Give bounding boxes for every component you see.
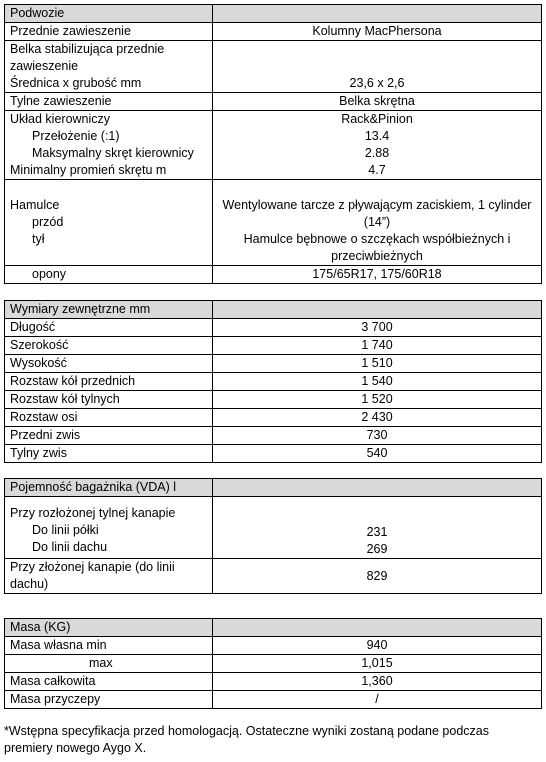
table-row <box>5 93 542 111</box>
table-header-row <box>5 479 542 497</box>
mass-table <box>4 618 542 709</box>
table-header-row <box>5 5 542 23</box>
boot-header: Pojemność bagażnika (VDA) l <box>5 479 213 497</box>
table-row <box>5 391 542 409</box>
row-label: Rozstaw osi <box>5 409 213 427</box>
table-header-row <box>5 301 542 319</box>
table-row <box>5 111 542 180</box>
row-label: Tylny zwis <box>5 445 213 463</box>
row-value: 2 430 <box>213 409 542 427</box>
row-label <box>5 266 213 284</box>
row-value <box>213 180 542 266</box>
ratio-label: Przełożenie (:1) <box>32 129 120 143</box>
row-label <box>5 111 213 180</box>
row-label: Masa własna min <box>5 637 213 655</box>
table-row <box>5 559 542 594</box>
to-roof-label: Do linii dachu <box>32 540 108 554</box>
row-label: Rozstaw kół tylnych <box>5 391 213 409</box>
min-radius-label: Minimalny promień skrętu m <box>10 163 167 177</box>
table-row <box>5 409 542 427</box>
row-label <box>5 655 213 673</box>
row-label: Przy złożonej kanapie (do linii dachu) <box>5 559 213 594</box>
to-shelf-value: 231 <box>366 525 388 539</box>
steering-label: Układ kierowniczy <box>10 112 111 126</box>
table-row <box>5 41 542 93</box>
row-value: 1 540 <box>213 373 542 391</box>
table-row <box>5 319 542 337</box>
row-label: Długość <box>5 319 213 337</box>
row-label: Tylne zawieszenie <box>5 93 213 111</box>
row-label: Wysokość <box>5 355 213 373</box>
row-value: 1,360 <box>213 673 542 691</box>
brakes-rear-value: Hamulce bębnowe o szczękach współbieżnych i przeciwbieżnych <box>243 232 511 263</box>
row-value: 829 <box>213 559 542 594</box>
table-row <box>5 655 542 673</box>
steering-value: Rack&Pinion <box>341 112 413 126</box>
footnote: *Wstępna specyfikacja przed homologacją. Ostateczne wyniki zostaną podane podczas premiery nowego Aygo X. <box>4 724 489 755</box>
max-turn-label: Maksymalny skręt kierownicy <box>32 146 194 160</box>
mass-header: Masa (KG) <box>5 619 213 637</box>
dimensions-header: Wymiary zewnętrzne mm <box>5 301 213 319</box>
row-value: 1,015 <box>213 655 542 673</box>
table-row <box>5 266 542 284</box>
dimensions-table <box>4 300 542 463</box>
to-shelf-label: Do linii półki <box>32 523 99 537</box>
table-row <box>5 180 542 266</box>
suspension-table <box>4 4 542 284</box>
ratio-value: 13.4 <box>364 129 390 143</box>
table-row <box>5 497 542 559</box>
table-row <box>5 445 542 463</box>
row-label <box>5 41 213 93</box>
max-turn-value: 2.88 <box>364 146 390 160</box>
row-label: Masa całkowita <box>5 673 213 691</box>
row-value: 175/65R17, 175/60R18 <box>213 266 542 284</box>
table-header-row <box>5 619 542 637</box>
row-label: Szerokość <box>5 337 213 355</box>
brakes-rear-label: tył <box>32 232 45 246</box>
table-row <box>5 427 542 445</box>
row-value: 940 <box>213 637 542 655</box>
row-value: Belka skrętna <box>213 93 542 111</box>
row-value: 23,6 x 2,6 <box>213 41 542 93</box>
brakes-front-value: Wentylowane tarcze z pływającym zaciskiem, 1 cylinder (14”) <box>222 198 532 229</box>
row-value: 3 700 <box>213 319 542 337</box>
row-value <box>213 497 542 559</box>
tyres-label: opony <box>32 267 67 281</box>
table-row <box>5 23 542 41</box>
table-row <box>5 355 542 373</box>
row-label <box>5 497 213 559</box>
stabilizer-label: Belka stabilizująca przednie zawieszenie <box>10 42 165 73</box>
row-label: Przedni zwis <box>5 427 213 445</box>
row-value: Kolumny MacPhersona <box>213 23 542 41</box>
row-value <box>213 111 542 180</box>
suspension-header: Podwozie <box>5 5 213 23</box>
row-value: 1 520 <box>213 391 542 409</box>
stabilizer-dimension-label: Średnica x grubość mm <box>10 76 142 90</box>
table-row <box>5 637 542 655</box>
table-row <box>5 373 542 391</box>
brakes-label: Hamulce <box>10 198 60 212</box>
row-label: Rozstaw kół przednich <box>5 373 213 391</box>
curb-max-label: max <box>89 656 113 670</box>
to-roof-value: 269 <box>366 542 388 556</box>
row-label: Masa przyczepy <box>5 691 213 709</box>
table-row <box>5 673 542 691</box>
row-value: 1 740 <box>213 337 542 355</box>
brakes-front-label: przód <box>32 215 64 229</box>
min-radius-value: 4.7 <box>368 163 386 177</box>
row-label: Przednie zawieszenie <box>5 23 213 41</box>
table-row <box>5 691 542 709</box>
row-value: 730 <box>213 427 542 445</box>
boot-table <box>4 478 542 594</box>
row-value: 540 <box>213 445 542 463</box>
row-value: / <box>213 691 542 709</box>
row-label <box>5 180 213 266</box>
unfolded-label: Przy rozłożonej tylnej kanapie <box>10 506 176 520</box>
row-value: 1 510 <box>213 355 542 373</box>
table-row <box>5 337 542 355</box>
